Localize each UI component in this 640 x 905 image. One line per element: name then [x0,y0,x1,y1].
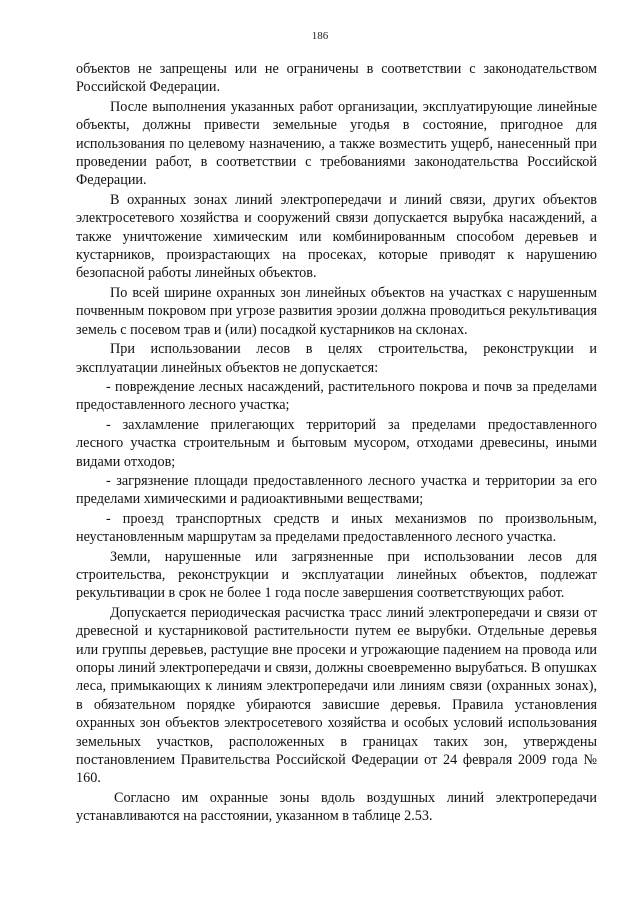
paragraph-table-reference: Согласно им охранные зоны вдоль воздушных линий электропередачи устанавливаются на расстоянии, указанном в таблице 2.53. [76,789,597,825]
list-item: - повреждение лесных насаждений, растительного покрова и почв за пределами предоставленного лесного участка; [76,378,597,414]
document-body [76,60,597,827]
paragraph-protection-zones: В охранных зонах линий электропередачи и линий связи, других объектов электросетевого хозяйства и сооружений связи допускается вырубка насаждений, а также уничтожение химическим или комбинированным способом деревьев и кустарников, произрастающих на просеках, которые приводят к нарушению безопасной работы линейных объектов. [76,191,597,282]
list-item: - захламление прилегающих территорий за пределами предоставленного лесного участка строительным и бытовым мусором, отходами древесины, иными видами отходов; [76,416,597,470]
paragraph-forest-use: При использовании лесов в целях строительства, реконструкции и эксплуатации линейных объектов не допускается: [76,341,597,376]
paragraph-continuation: объектов не запрещены или не ограничены в соответствии с законодательством Российской Федерации. [76,61,597,96]
paragraph-clearing: Допускается периодическая расчистка трасс линий электропередачи и связи от древесной и кустарниковой растительности путем ее вырубки. Отдельные деревья или группы деревьев, растущие вне просеки и угрожающие падением на провода или опоры линий электропередачи и связи, должны своевременно вырубаться. В опушках леса, примыкающих к линиям электропередачи или линиям связи (охранных зонах), в обязательном порядке убираются зависшие деревья. Правила установления охранных зон объектов электросетевого хозяйства и особых условий использования земельных участков, расположенных в границах таких зон, утверждены постановлением Правительства Российской Федерации от 24 февраля 2009 года № 160. [76,604,597,787]
paragraph-restoration: После выполнения указанных работ организации, эксплуатирующие линейные объекты, должны привести земельные угодья в состояние, пригодное для использования по целевому назначению, а также возместить ущерб, нанесенный при проведении работ, в соответствии с требованиями законодательства Российской Федерации. [76,98,597,189]
page-number: 186 [311,30,329,42]
list-item: - загрязнение площади предоставленного лесного участка и территории за его пределами химическими и радиоактивными веществами; [76,472,597,508]
paragraph-damaged-lands: Земли, нарушенные или загрязненные при использовании лесов для строительства, реконструкции и эксплуатации линейных объектов, подлежат рекультивации в срок не более 1 года после завершения соответствующих работ. [76,548,597,602]
list-item: - проезд транспортных средств и иных механизмов по произвольным, неустановленным маршрутам за пределами предоставленного лесного участка. [76,510,597,546]
paragraph-recultivation: По всей ширине охранных зон линейных объектов на участках с нарушенным почвенным покровом при угрозе развития эрозии должна проводиться рекультивация земель с посевом трав и (или) посадкой кустарников на склонах. [76,284,597,338]
